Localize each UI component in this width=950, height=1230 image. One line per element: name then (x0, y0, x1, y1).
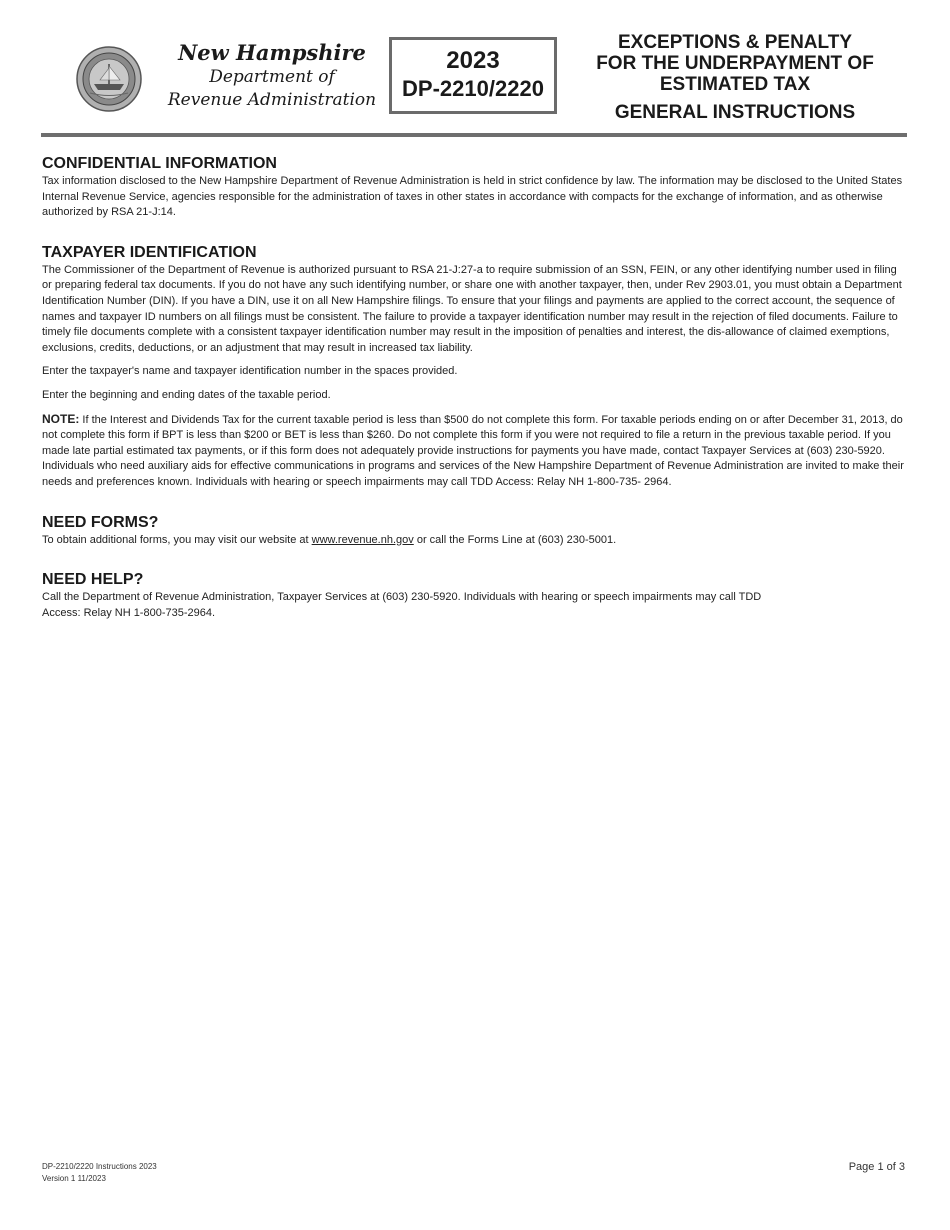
form-number: DP-2210/2220 (402, 76, 544, 101)
form-id-box (389, 37, 557, 114)
title-line-1: EXCEPTIONS & PENALTY (617, 32, 852, 53)
section-need-help (42, 570, 908, 621)
document-header (0, 0, 950, 140)
title-line-3: ESTIMATED TAX (659, 74, 811, 95)
section-paragraph: Tax information disclosed to the New Hampshire Department of Revenue Administration is held in strict confidence by law. The information may be disclosed to the United States Internal Revenue Service, agencies responsible for the administration of taxes in other states in accordance with compacts for the exchange of information, and as otherwise authorized by RSA 21-J:14. (42, 175, 903, 219)
instruction-name-id: Enter the taxpayer's name and taxpayer identification number in the spaces provided. (42, 365, 458, 378)
state-name: New Hampshire (178, 40, 366, 65)
footer-version: Version 1 11/2023 (42, 1174, 106, 1183)
website-link[interactable]: www.revenue.nh.gov (311, 533, 414, 546)
instruction-dates: Enter the beginning and ending dates of the taxable period. (42, 388, 331, 401)
note-paragraph (42, 412, 908, 491)
state-seal-icon (76, 46, 142, 112)
note-label: NOTE: (42, 411, 80, 426)
page-number: Page 1 of 3 (848, 1161, 905, 1173)
help-line-2: Access: Relay NH 1-800-735-2964. (42, 606, 216, 619)
title-subtitle: GENERAL INSTRUCTIONS (614, 102, 856, 123)
title-line-2: FOR THE UNDERPAYMENT OF (596, 53, 874, 74)
section-paragraph: The Commissioner of the Department of Revenue is authorized pursuant to RSA 21-J:27-a to require submission of an SSN, FEIN, or any other identifying number used in filing or preparing federal tax documents. If you do not have any such identifying number, or share one with another taxpayer, then, under Rev 2903.01, you must obtain a Department Identification Number (DIN). If you have a DIN, use it on all New Hampshire filings. To ensure that your filings and payments are applied to the correct account, the sequence of names and taxpayer ID numbers on all filings must be consistent. The failure to provide a taxpayer identification number may result in the rejection of filed documents. Failure to timely file documents complete with a consistent taxpayer identification number may result in the imposition of penalties and interest, the dis-allowance of claimed exemptions, exclusions, credits, deductions, or an adjustment that may result in increased tax liability. (42, 263, 902, 354)
footer-doc-id: DP-2210/2220 Instructions 2023 (42, 1162, 157, 1171)
help-line-1: Call the Department of Revenue Administration, Taxpayer Services at (603) 230-5920. Individuals with hearing or speech impairments may call TDD (42, 591, 762, 604)
department-name (160, 40, 384, 112)
section-heading: NEED HELP? (42, 571, 144, 589)
department-line-1: Department of (209, 67, 335, 87)
section-heading: CONFIDENTIAL INFORMATION (42, 155, 277, 172)
instructions-body (42, 154, 908, 635)
section-heading: NEED FORMS? (42, 513, 159, 531)
section-heading: TAXPAYER IDENTIFICATION (42, 243, 257, 261)
section-taxpayer-id (42, 243, 908, 491)
section-confidential (42, 154, 908, 221)
footer-doc-info (42, 1161, 157, 1185)
section-paragraph (42, 533, 908, 549)
form-title (582, 32, 888, 124)
forms-text-after: or call the Forms Line at (603) 230-5001. (413, 533, 617, 546)
forms-text-before: To obtain additional forms, you may visit our website at (42, 533, 312, 546)
note-text: If the Interest and Dividends Tax for the current taxable period is less than $500 do not complete this form. For taxable periods ending on or after December 31, 2013, do not complete this form if BPT is less than $200 or BET is less than $260. Do not complete this form if you were not required to file a return in the previous taxable period. If you made late partial estimated tax payments, or if this form does not adequately provide instructions for payments you have made, contact Taxpayer Services at (603) 230-5920. Individuals who need auxiliary aids for effective communications in programs and services of the New Hampshire Department of Revenue Administration are invited to make their needs and preferences known. Individuals with hearing or speech impairments may call TDD Access: Relay NH 1-800-735- 2964. (42, 413, 904, 488)
header-divider (41, 133, 907, 137)
form-year: 2023 (446, 47, 500, 74)
section-need-forms (42, 513, 908, 549)
department-line-2: Revenue Administration (167, 90, 377, 110)
